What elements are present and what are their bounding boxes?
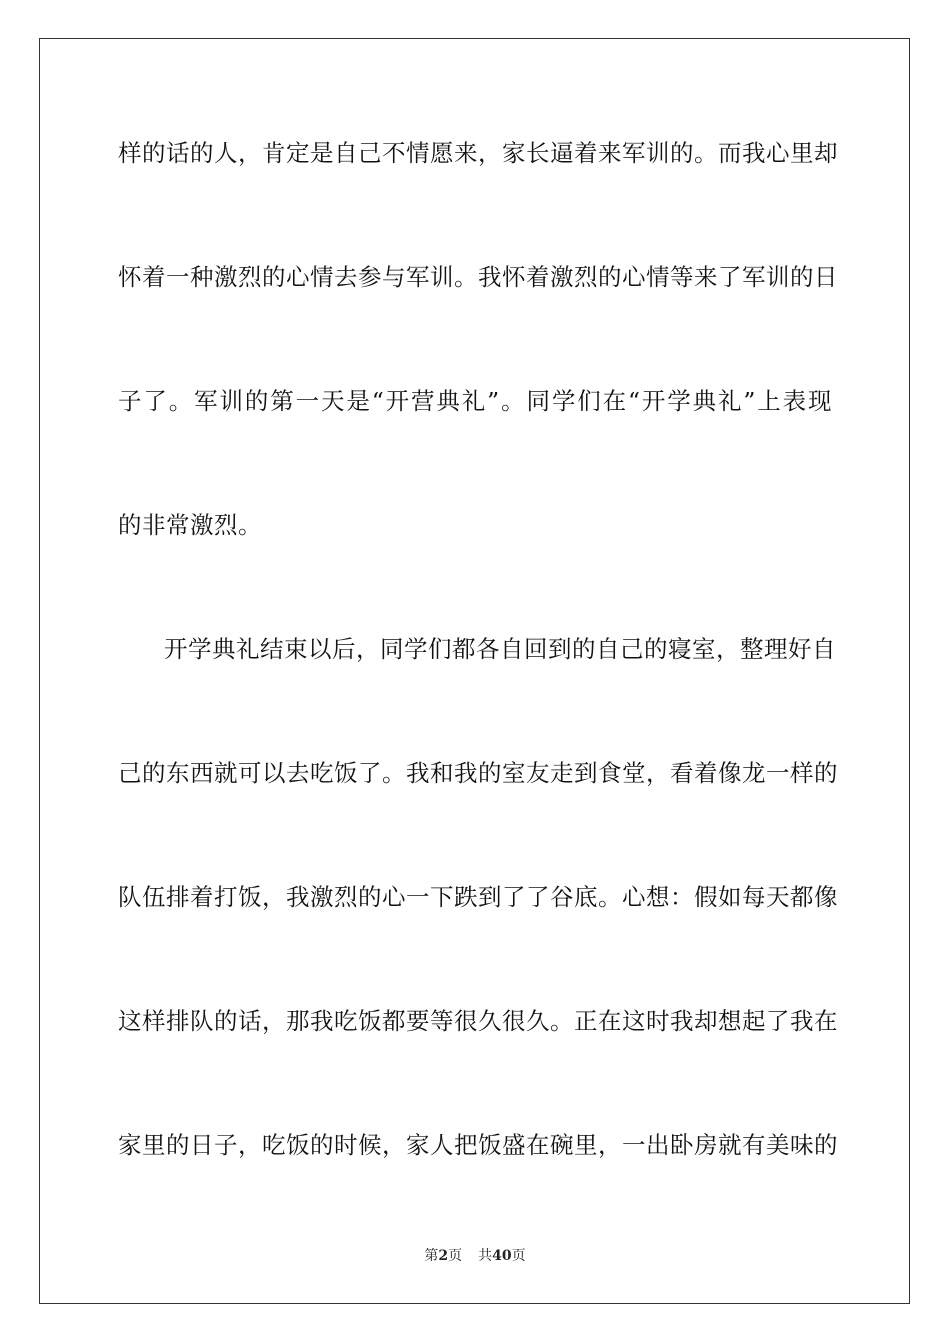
text-line-6: 己的东西就可以去吃饭了。我和我的室友走到食堂，看着像龙一样的 (118, 759, 838, 787)
total-pages: 40 (492, 1248, 512, 1264)
total-suffix: 页 (511, 1248, 526, 1264)
text-line-1: 样的话的人，肯定是自己不情愿来，家长逼着来军训的。而我心里却 (118, 139, 838, 167)
text-line-2: 怀着一种激烈的心情去参与军训。我怀着激烈的心情等来了军训的日 (118, 263, 838, 291)
text-line-8: 这样排队的话，那我吃饭都要等很久很久。正在这时我却想起了我在 (118, 1007, 838, 1035)
page-footer (0, 1246, 950, 1266)
total-prefix: 共 (478, 1248, 493, 1264)
text-line-9: 家里的日子，吃饭的时候，家人把饭盛在碗里，一出卧房就有美味的 (118, 1131, 838, 1159)
page-prefix: 第 (424, 1248, 439, 1264)
page-border (39, 38, 910, 1304)
page-suffix: 页 (448, 1248, 463, 1264)
text-line-7: 队伍排着打饭，我激烈的心一下跌到了了谷底。心想：假如每天都像 (118, 883, 838, 911)
page-number: 2 (438, 1248, 449, 1264)
text-line-3: 子了。军训的第一天是“开营典礼”。同学们在“开学典礼”上表现 (118, 387, 832, 415)
text-line-5: 开学典礼结束以后，同学们都各自回到的自己的寝室，整理好自 (164, 635, 836, 663)
text-line-4: 的非常激烈。 (118, 511, 262, 539)
